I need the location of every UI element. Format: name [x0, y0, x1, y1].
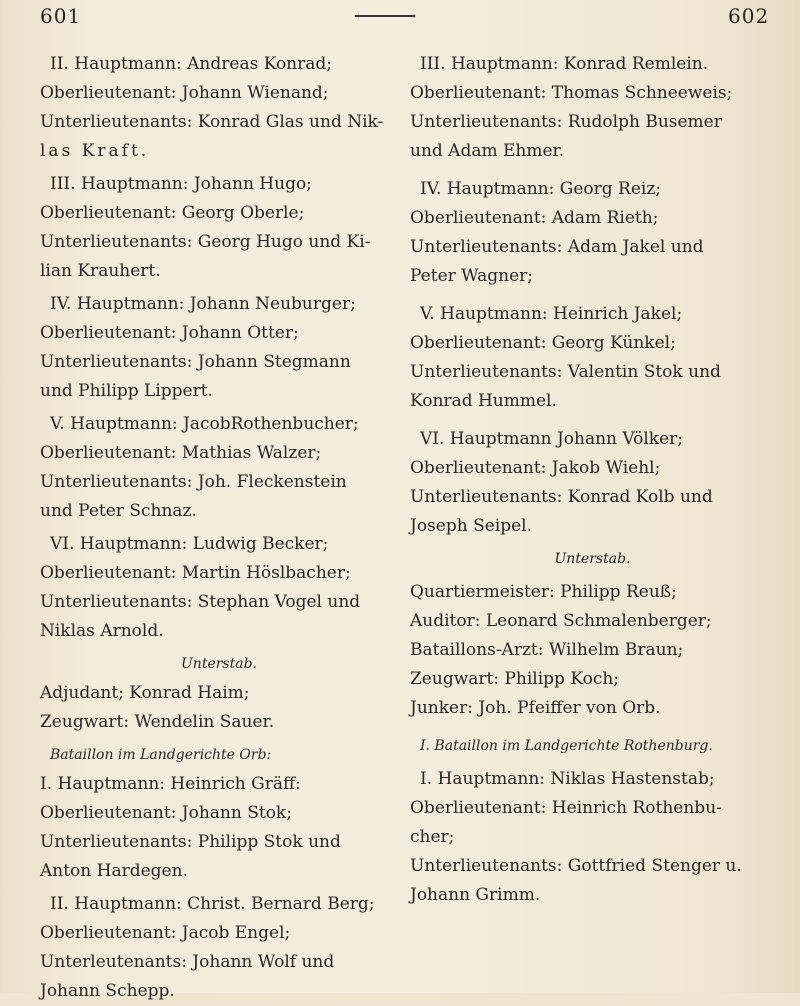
text-line: VI. Hauptmann: Ludwig Becker; [50, 534, 329, 554]
text-line: Unterlieutenants: Stephan Vogel und [40, 592, 361, 612]
text-line: Zeugwart: Philipp Koch; [410, 669, 620, 689]
text-line: Oberlieutenant: Heinrich Rothenbu- [410, 798, 722, 818]
text-line: Oberlieutenant: Johann Otter; [40, 323, 299, 343]
text-line: Oberlieutenant: Jakob Wiehl; [410, 458, 661, 478]
text-line: IV. Hauptmann: Johann Neuburger; [50, 294, 356, 314]
text-line: Unterlieutenants: Johann Stegmann [40, 352, 351, 372]
text-line: und Adam Ehmer. [410, 141, 565, 161]
right-page-number: 602 [728, 4, 770, 28]
text-line: Peter Wagner; [410, 266, 534, 286]
text-line: Johann Schepp. [40, 981, 175, 1001]
text-line: Oberlieutenant: Johann Wienand; [40, 83, 329, 103]
text-line: Unterlieutenants: Gottfried Stenger u. [410, 856, 742, 876]
text-line: II. Hauptmann: Christ. Bernard Berg; [50, 894, 375, 914]
text-line: Konrad Hummel. [410, 391, 557, 411]
text-line: las Kraft. [40, 141, 150, 161]
text-line: Oberlieutenant: Thomas Schneeweis; [410, 83, 733, 103]
text-line: Joseph Seipel. [410, 516, 532, 536]
text-line: III. Hauptmann: Johann Hugo; [50, 174, 312, 194]
section-heading: Bataillon im Landgerichte Orb: [50, 747, 272, 763]
text-line: Oberlieutenant: Martin Höslbacher; [40, 563, 351, 583]
text-line: Oberlieutenant: Jacob Engel; [40, 923, 291, 943]
text-line: Zeugwart: Wendelin Sauer. [40, 712, 275, 732]
text-line: Unterlieutenants: Philipp Stok und [40, 832, 341, 852]
text-line: Anton Hardegen. [40, 861, 188, 881]
text-line: Junker: Joh. Pfeiffer von Orb. [410, 698, 661, 718]
section-heading: I. Bataillon im Landgerichte Rothenburg. [420, 738, 713, 754]
text-line: Oberlieutenant: Johann Stok; [40, 803, 292, 823]
left-page-number: 601 [40, 4, 82, 28]
text-line: Unterlieutenants: Konrad Kolb und [410, 487, 713, 507]
text-line: IV. Hauptmann: Georg Reiz; [420, 179, 662, 199]
text-line: Unterlieutenants: Joh. Fleckenstein [40, 472, 347, 492]
text-line: und Peter Schnaz. [40, 501, 197, 521]
text-line: II. Hauptmann: Andreas Konrad; [50, 54, 333, 74]
section-heading: Unterstab. [181, 656, 257, 672]
text-line: Niklas Arnold. [40, 621, 164, 641]
text-line: Unterlieutenants: Georg Hugo und Ki- [40, 232, 371, 252]
text-line: Unterleutenants: Johann Wolf und [40, 952, 335, 972]
text-line: Oberlieutenant: Mathias Walzer; [40, 443, 322, 463]
text-line: lian Krauhert. [40, 261, 161, 281]
left-column [40, 50, 398, 1006]
text-line: I. Hauptmann: Heinrich Gräff: [40, 774, 301, 794]
section-heading: Unterstab. [554, 551, 631, 567]
text-line: V. Hauptmann: JacobRothenbucher; [50, 414, 359, 434]
text-line: Johann Grimm. [410, 885, 541, 905]
text-line: Unterlieutenants: Valentin Stok und [410, 362, 721, 382]
text-line: V. Hauptmann: Heinrich Jakel; [420, 304, 683, 324]
text-line: cher; [410, 827, 455, 847]
header-rule [355, 15, 415, 17]
text-line: Unterlieutenants: Konrad Glas und Nik- [40, 112, 384, 132]
text-line: Unterlieutenants: Adam Jakel und [410, 237, 704, 257]
right-column [410, 50, 775, 910]
text-line: Oberlieutenant: Georg Oberle; [40, 203, 305, 223]
text-line: Oberlieutenant: Georg Künkel; [410, 333, 676, 353]
text-line: Quartiermeister: Philipp Reuß; [410, 582, 677, 602]
text-line: Adjudant; Konrad Haim; [40, 683, 250, 703]
text-line: I. Hauptmann: Niklas Hastenstab; [420, 769, 715, 789]
text-line: III. Hauptmann: Konrad Remlein. [420, 54, 709, 74]
text-line: Oberlieutenant: Adam Rieth; [410, 208, 659, 228]
text-line: und Philipp Lippert. [40, 381, 213, 401]
text-line: Bataillons-Arzt: Wilhelm Braun; [410, 640, 684, 660]
text-line: Unterlieutenants: Rudolph Busemer [410, 112, 722, 132]
text-line: VI. Hauptmann Johann Völker; [420, 429, 684, 449]
text-line: Auditor: Leonard Schmalenberger; [410, 611, 712, 631]
